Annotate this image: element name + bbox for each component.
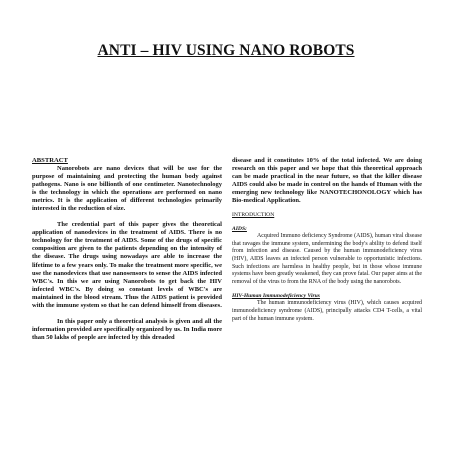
right-column [232,157,422,323]
hiv-paragraph: The human immunodeficiency virus (HIV), which causes acquired immunodeficiency syndrome (AIDS), principally attacks CD4 T-cells, a vital part of the human immune system. [232,300,422,322]
hiv-heading: HIV-Human Immunodeficiency Virus [232,293,320,300]
left-column [32,157,222,342]
paper-title: ANTI – HIV USING NANO ROBOTS [97,42,355,59]
introduction-heading: INTRODUCTION [232,212,275,219]
aids-heading: AIDS: [232,226,247,233]
abstract-paragraph-continued: disease and it constitutes 10% of the total infected. We are doing research on this paper and we hope that this theoretical approach can be made practical in the near future, so that the killer disease AIDS could also be made in control on the hands of Human with the emerging new technology like NANOTECHONOLOGY which has Bio-medical Application. [232,157,422,205]
abstract-heading: ABSTRACT [32,157,68,164]
aids-paragraph: Acquired Immuno deficiency Syndrome (AIDS), human viral disease that ravages the immune system, undermining the body's ability to defend itself from infection and disease. Caused by the human immunodeficiency virus (HIV), AIDS leaves an infected person vulnerable to opportunistic infections. Such infections are harmless in healthy people, but in those whose immune systems have been greatly weakened, they can prove fatal. Our paper aims at the removal of the virus to from the RNA of the body using the nanorobots. [232,233,422,285]
abstract-paragraph-1: Nanorobots are nano devices that will be use for the purpose of maintaining and protecting the human body against pathogens. Nano is one billionth of one centimeter. Nanotechnology is the technology in which the operations are performed on nano metrics. It is the application of different technologies primarily interested in the reduction of size. [32,165,222,213]
abstract-paragraph-2: The credential part of this paper gives the theoretical application of nanodevices in the treatment of AIDS. There is no technology for the treatment of AIDS. Some of the drugs of specific composition are given to the patients depending on the intensity of the disease. The drugs using nowadays are able to increase the lifetime to a few years only. To make the treatment more specific, we use the nanodevices that use nanosensors to sense the AIDS infected WBC's. In this we are using Nanorobots to get back the HIV infected WBC's. By doing so constant levels of WBC's are maintained in the blood stream. Thus the AIDS patient is provided with the immune system so that he can defend himself from diseases. [32,221,222,309]
abstract-paragraph-3: In this paper only a theoretical analysis is given and all the information provided are specifically organized by us. In India more than 50 lakhs of people are infected by this dreaded [32,317,222,341]
